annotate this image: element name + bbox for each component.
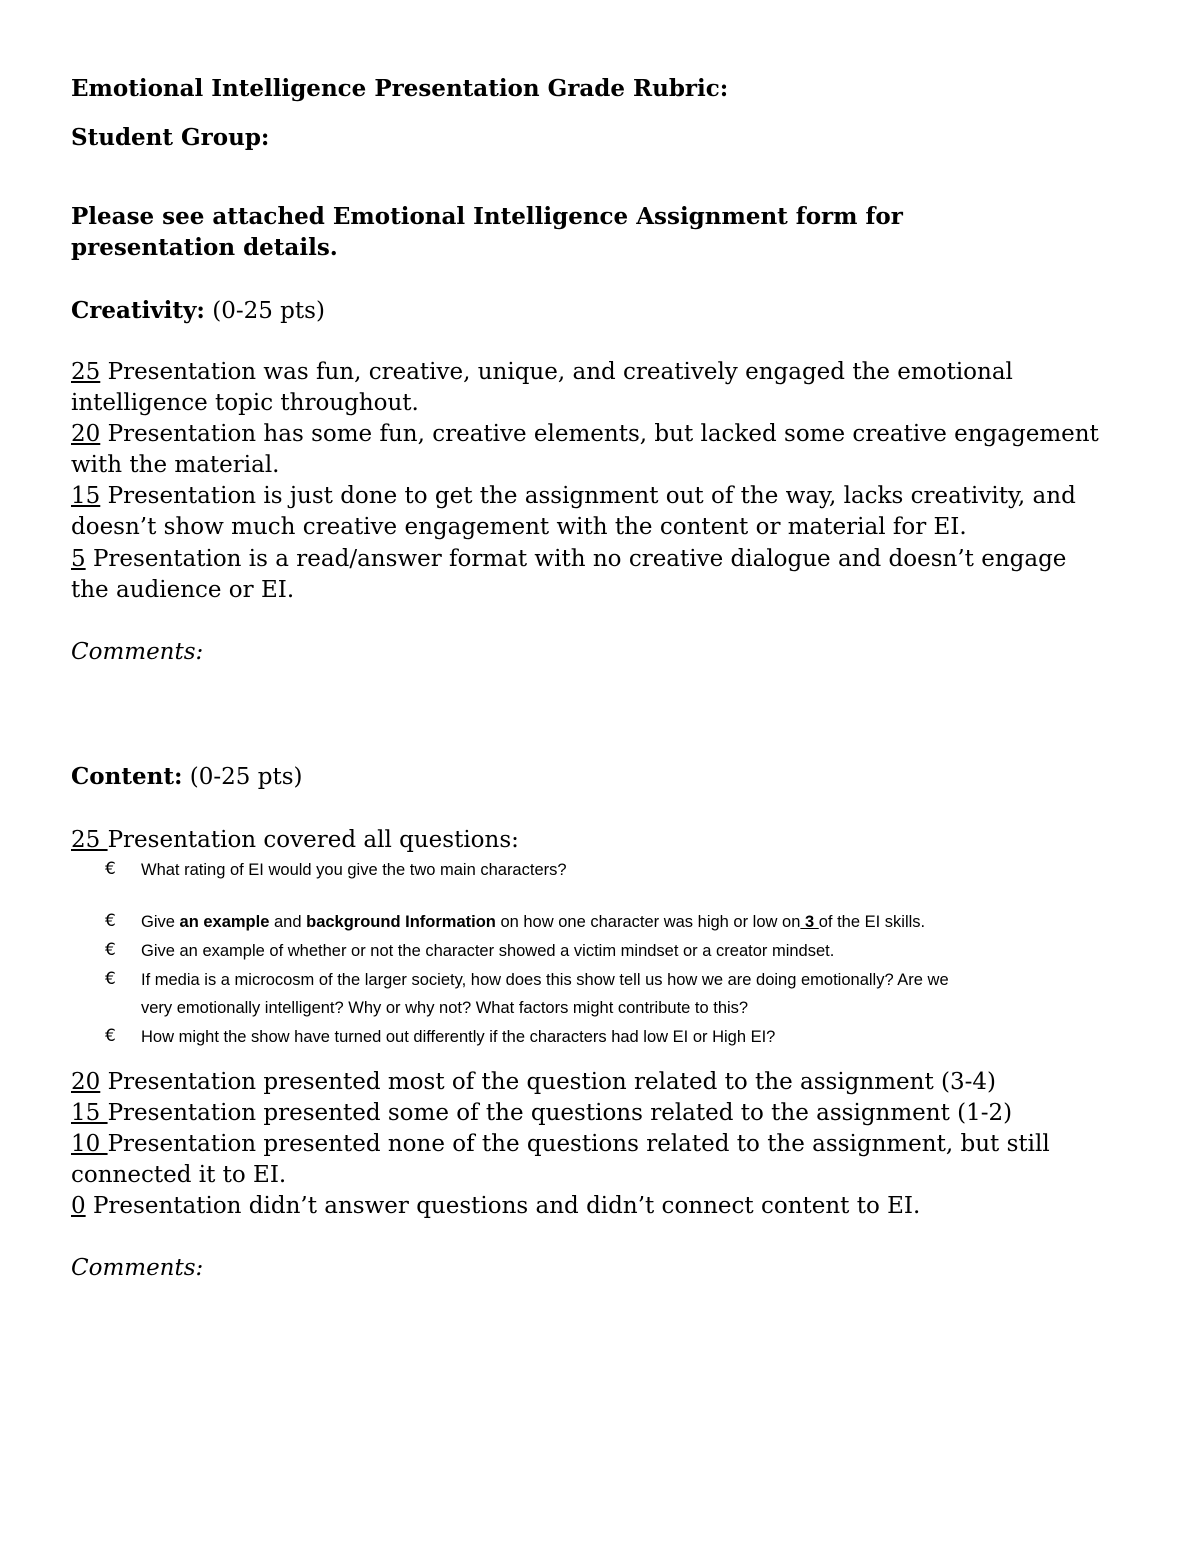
- creativity-item-5-cont: the audience or EI.: [71, 577, 295, 603]
- question-4: If media is a microcosm of the larger society, how does this show tell us how we are doing emotionally? Are we: [141, 971, 949, 989]
- bullet-symbol: €: [105, 1026, 116, 1046]
- bullet-symbol: €: [105, 969, 116, 989]
- creativity-item-15-cont: doesn’t show much creative engagement with the content or material for EI.: [71, 514, 967, 540]
- criterion-text: Presentation presented none of the questions related to the assignment, but still: [107, 1131, 1050, 1157]
- q2-emphasis-background: background Information: [306, 913, 496, 931]
- bullet-symbol: €: [105, 859, 116, 879]
- student-group-label: Student Group:: [71, 124, 270, 151]
- question-5: How might the show have turned out differently if the characters had low EI or High EI?: [141, 1028, 776, 1046]
- q2-post: on how one character was high or low on: [495, 913, 801, 931]
- criterion-text: Presentation is a read/answer format with no creative dialogue and doesn’t engage: [85, 546, 1067, 572]
- content-range: (0-25 pts): [182, 764, 303, 790]
- content-item-0: [71, 1191, 920, 1222]
- score: 25: [71, 827, 108, 853]
- criterion-text: Presentation presented some of the questions related to the assignment (1-2): [107, 1100, 1013, 1126]
- creativity-item-5: [71, 544, 1066, 575]
- creativity-title: Creativity:: [71, 297, 205, 324]
- q2-end: of the EI skills.: [818, 913, 926, 931]
- creativity-comments-label: Comments:: [71, 639, 204, 665]
- creativity-item-25: [71, 357, 1013, 388]
- creativity-item-25-cont: intelligence topic throughout.: [71, 390, 419, 416]
- q2-mid: and: [269, 913, 307, 931]
- bullet-symbol: €: [105, 911, 116, 931]
- question-3: Give an example of whether or not the character showed a victim mindset or a creator mindset.: [141, 942, 835, 960]
- content-item-15: [71, 1098, 1012, 1129]
- content-comments-label: Comments:: [71, 1255, 204, 1281]
- document-title: Emotional Intelligence Presentation Grade Rubric:: [71, 75, 729, 102]
- content-item-20: [71, 1067, 996, 1098]
- score: 20: [71, 1069, 101, 1095]
- creativity-range: (0-25 pts): [204, 298, 325, 324]
- score: 0: [71, 1193, 86, 1219]
- content-heading: [71, 761, 302, 793]
- question-1: What rating of EI would you give the two main characters?: [141, 861, 567, 879]
- score: 15: [71, 1100, 108, 1126]
- creativity-heading: [71, 295, 325, 327]
- q2-pre: Give: [141, 913, 180, 931]
- score: 10: [71, 1131, 108, 1157]
- content-item-25: [71, 825, 519, 856]
- content-title: Content:: [71, 763, 183, 790]
- score: 25: [71, 359, 101, 385]
- score: 15: [71, 483, 101, 509]
- question-4-cont: very emotionally intelligent? Why or why not? What factors might contribute to this?: [141, 999, 749, 1017]
- q2-skill-count: 3: [800, 913, 819, 931]
- bullet-symbol: €: [105, 940, 116, 960]
- creativity-item-15: [71, 481, 1076, 512]
- content-item-10-cont: connected it to EI.: [71, 1162, 287, 1188]
- score: 20: [71, 421, 101, 447]
- criterion-text: Presentation didn’t answer questions and didn’t connect content to EI.: [85, 1193, 921, 1219]
- assignment-note-line-1: Please see attached Emotional Intelligence Assignment form for: [71, 203, 903, 230]
- score: 5: [71, 546, 86, 572]
- question-2: [141, 908, 925, 936]
- criterion-text: Presentation is just done to get the assignment out of the way, lacks creativity, and: [100, 483, 1076, 509]
- creativity-item-20: [71, 419, 1099, 450]
- criterion-text: Presentation has some fun, creative elements, but lacked some creative engagement: [100, 421, 1099, 447]
- criterion-text: Presentation covered all questions:: [107, 827, 519, 853]
- criterion-text: Presentation was fun, creative, unique, and creatively engaged the emotional: [100, 359, 1013, 385]
- content-item-10: [71, 1129, 1050, 1160]
- q2-emphasis-example: an example: [179, 913, 270, 931]
- criterion-text: Presentation presented most of the question related to the assignment (3-4): [100, 1069, 996, 1095]
- creativity-item-20-cont: with the material.: [71, 452, 280, 478]
- assignment-note-line-2: presentation details.: [71, 234, 338, 261]
